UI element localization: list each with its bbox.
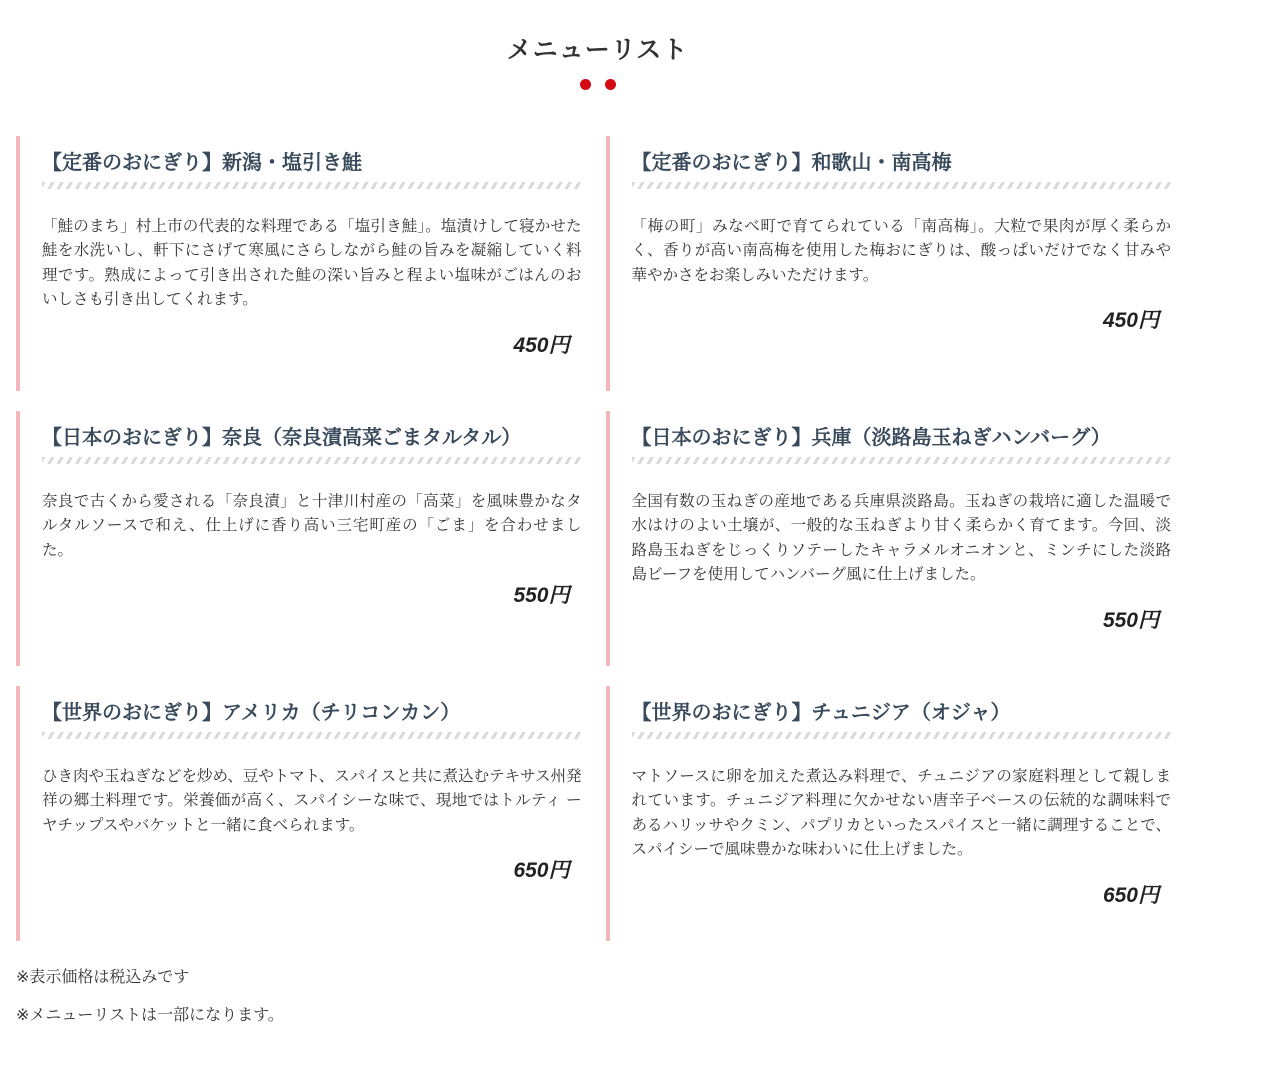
menu-item-price: 550円 — [513, 584, 570, 608]
menu-item-title: 【日本のおにぎり】兵庫（淡路島玉ねぎハンバーグ） — [631, 427, 1111, 449]
menu-item-description: マトソースに卵を加えた煮込み料理で、チュニジアの家庭料理として親しまれています。チュニジア料理に欠かせない唐辛子ベースの伝統的な調味料であるハリッサやクミン、パプリカといったスパイスと一緒に調理することで、スパイシーで風味豊かな味わいに仕上げました。 — [631, 768, 1171, 859]
hatched-divider — [42, 457, 582, 464]
menu-item-hyogo-hamburg — [606, 411, 1180, 666]
page-title: メニューリスト — [506, 36, 689, 64]
footer-note-partial: ※メニューリストは一部になります。 — [16, 1007, 284, 1025]
menu-item-title: 【世界のおにぎり】アメリカ（チリコンカン） — [42, 702, 461, 724]
menu-item-description: 奈良で古くから愛される「奈良漬」と十津川村産の「高菜」を風味豊かなタルタルソースで和え、仕上げに香り高い三宅町産の「ごま」を合わせました。 — [42, 493, 582, 559]
menu-item-description: 「鮭のまち」村上市の代表的な料理である「塩引き鮭」。塩漬けして寝かせた鮭を水洗いし、軒下にさげて寒風にさらしながら鮭の旨みを凝縮していく料理です。熟成によって引き出された鮭の深い旨みと程よい塩味がごはんのおいしさも引き出してくれます。 — [42, 218, 582, 309]
title-decoration — [16, 79, 1179, 90]
footer-note-tax: ※表示価格は税込みです — [16, 969, 190, 986]
menu-item-price: 550円 — [1102, 608, 1159, 632]
red-dot-icon — [605, 79, 616, 90]
hatched-divider — [42, 732, 582, 739]
menu-item-price: 450円 — [513, 333, 570, 357]
red-dot-icon — [580, 79, 591, 90]
menu-item-description: ひき肉や玉ねぎなどを炒め、豆やトマト、スパイスと共に煮込むテキサス州発祥の郷土料理です。栄養価が高く、スパイシーな味で、現地ではトルティ ーヤチップスやバケットと一緒に食べられます。 — [42, 768, 582, 834]
menu-item-description: 「梅の町」みなべ町で育てられている「南高梅」。大粒で果肉が厚く柔らかく、香りが高い南高梅を使用した梅おにぎりは、酸っぱいだけでなく甘みや華やかさをお楽しみいただけます。 — [631, 218, 1171, 284]
hatched-divider — [632, 182, 1172, 189]
menu-item-america-chili — [16, 686, 590, 941]
menu-item-price: 650円 — [513, 859, 570, 883]
hatched-divider — [632, 732, 1172, 739]
menu-item-tunisia-ojja — [606, 686, 1180, 941]
menu-grid — [16, 136, 1179, 941]
menu-item-price: 450円 — [1102, 309, 1159, 333]
menu-item-title: 【日本のおにぎり】奈良（奈良漬高菜ごまタルタル） — [42, 427, 522, 449]
hatched-divider — [632, 457, 1172, 464]
menu-item-description: 全国有数の玉ねぎの産地である兵庫県淡路島。玉ねぎの栽培に適した温暖で水はけのよい土壌が、一般的な玉ねぎより甘く柔らかく育てます。今回、淡路島玉ねぎをじっくりソテーしたキャラメルオニオンと、ミンチにした淡路島ビーフを使用してハンバーグ風に仕上げました。 — [631, 493, 1171, 584]
menu-item-title: 【定番のおにぎり】和歌山・南高梅 — [631, 152, 952, 174]
menu-item-niigata-salmon — [16, 136, 590, 391]
menu-item-title: 【定番のおにぎり】新潟・塩引き鮭 — [42, 152, 362, 174]
menu-item-nara-tartar — [16, 411, 590, 666]
footer-notes — [16, 967, 1179, 1074]
hatched-divider — [42, 182, 582, 189]
menu-item-title: 【世界のおにぎり】チュニジア（オジャ） — [631, 702, 1011, 724]
content-container — [16, 0, 1179, 1074]
menu-item-wakayama-plum — [606, 136, 1180, 391]
menu-item-price: 650円 — [1102, 883, 1159, 907]
